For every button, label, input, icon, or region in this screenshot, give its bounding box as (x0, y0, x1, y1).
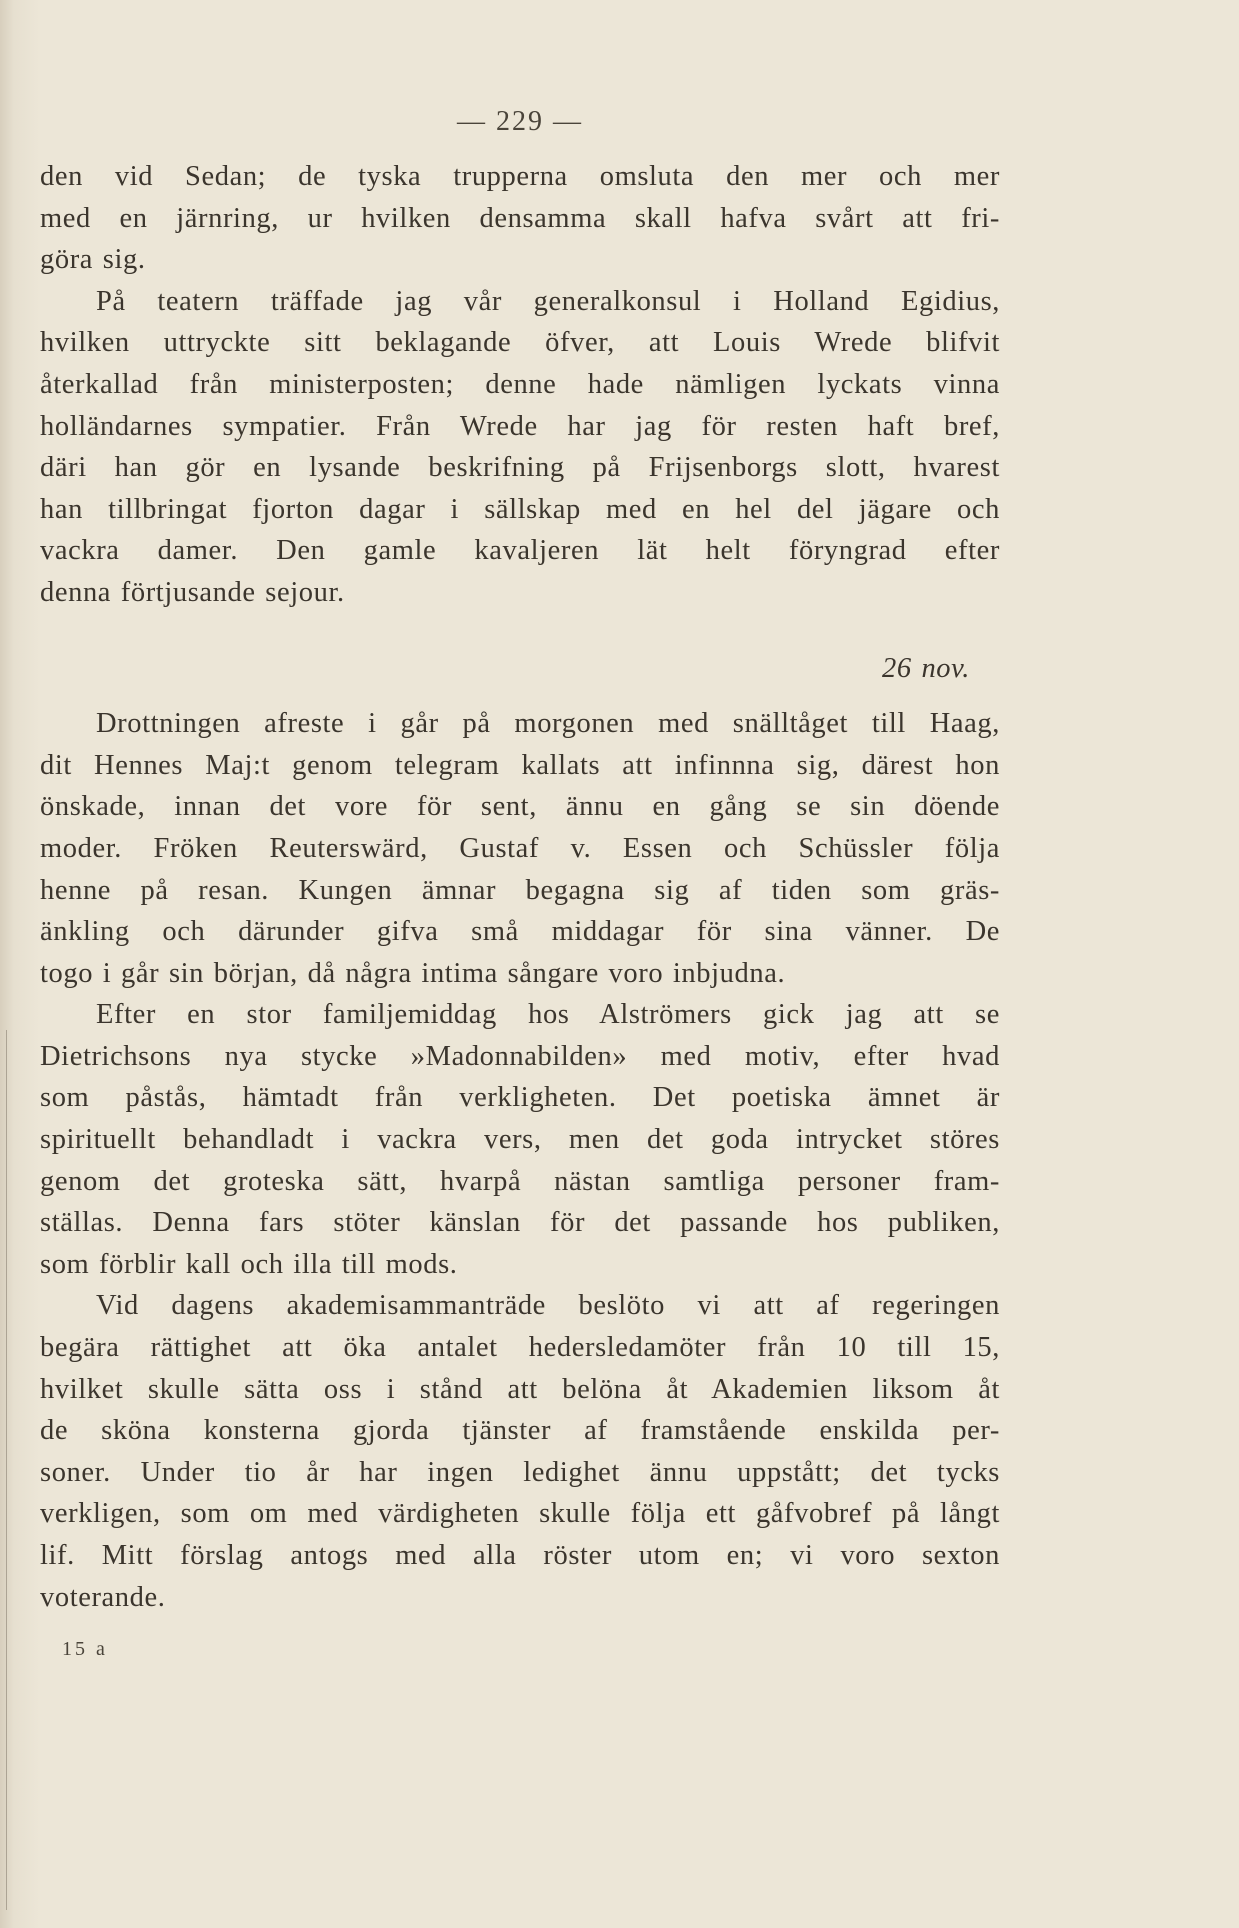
paragraph-line: spirituellt behandladt i vackra vers, men det goda intrycket störes (40, 1124, 1000, 1156)
paragraph-line: dit Hennes Maj:t genom telegram kallats att infinnna sig, därest hon (40, 749, 1000, 781)
paragraph-line: hvilken uttryckte sitt beklagande öfver, att Louis Wrede blifvit (40, 327, 1000, 359)
paragraph-line: begära rättighet att öka antalet hedersledamöter från 10 till 15, (40, 1332, 1000, 1364)
paragraph-line: han tillbringat fjorton dagar i sällskap med en hel del jägare och (40, 493, 1000, 525)
paragraph-line: holländarnes sympatier. Från Wrede har jag för resten haft bref, (40, 410, 1000, 442)
body-text (40, 156, 1000, 1618)
paragraph-line: återkallad från ministerposten; denne hade nämligen lyckats vinna (40, 368, 1000, 400)
paragraph-line: henne på resan. Kungen ämnar begagna sig af tiden som gräs- (40, 874, 1000, 906)
paragraph-line: denna förtjusande sejour. (40, 576, 345, 608)
paragraph-line: de sköna konsterna gjorda tjänster af framstående enskilda per- (40, 1415, 1000, 1447)
paragraph-line: Drottningen afreste i går på morgonen med snälltåget till Haag, (96, 708, 1000, 740)
paragraph-line: soner. Under tio år har ingen ledighet ännu uppstått; det tycks (40, 1456, 1000, 1488)
printer-signature-mark: 15 a (62, 1638, 108, 1660)
paragraph-line: moder. Fröken Reuterswärd, Gustaf v. Essen och Schüssler följa (40, 832, 1000, 864)
paragraph-line: däri han gör en lysande beskrifning på Frijsenborgs slott, hvarest (40, 452, 1000, 484)
paragraph-line: Vid dagens akademisammanträde beslöto vi att af regeringen (96, 1290, 1000, 1322)
paragraph-line: voterande. (40, 1581, 166, 1613)
paragraph-line: togo i går sin början, då några intima sångare voro inbjudna. (40, 957, 786, 989)
paragraph-line: hvilket skulle sätta oss i stånd att belöna åt Akademien liksom åt (40, 1373, 1000, 1405)
paragraph-line: Efter en stor familjemiddag hos Alströmers gick jag att se (96, 999, 1000, 1031)
paragraph-line: vackra damer. Den gamle kavaljeren lät helt föryngrad efter (40, 535, 1000, 567)
paragraph-line: med en järnring, ur hvilken densamma skall hafva svårt att fri- (40, 202, 1000, 234)
paragraph-line: änkling och därunder gifva små middagar för sina vänner. De (40, 916, 1000, 948)
paragraph-line: önskade, innan det vore för sent, ännu en gång se sin döende (40, 791, 1000, 823)
paragraph-line: som påstås, hämtadt från verkligheten. Det poetiska ämnet är (40, 1082, 1000, 1114)
paragraph-line: som förblir kall och illa till mods. (40, 1248, 458, 1280)
binding-edge-line (6, 1030, 7, 1910)
paragraph-line: lif. Mitt förslag antogs med alla röster utom en; vi voro sexton (40, 1540, 1000, 1571)
paragraph-line: verkligen, som om med värdigheten skulle följa ett gåfvobref på långt (40, 1498, 1000, 1530)
paragraph-line: den vid Sedan; de tyska trupperna omsluta den mer och mer (40, 161, 1000, 192)
paragraph-line: På teatern träffade jag vår generalkonsul i Holland Egidius, (96, 285, 1000, 317)
page-number: — 229 — (457, 106, 583, 137)
paragraph-line: genom det groteska sätt, hvarpå nästan samtliga personer fram- (40, 1165, 1000, 1197)
paragraph-line: ställas. Denna fars stöter känslan för det passande hos publiken, (40, 1207, 1000, 1239)
paragraph-line: göra sig. (40, 244, 146, 276)
paragraph-line: Dietrichsons nya stycke »Madonnabilden» med motiv, efter hvad (40, 1040, 1000, 1072)
dateline: 26 nov. (882, 652, 970, 684)
